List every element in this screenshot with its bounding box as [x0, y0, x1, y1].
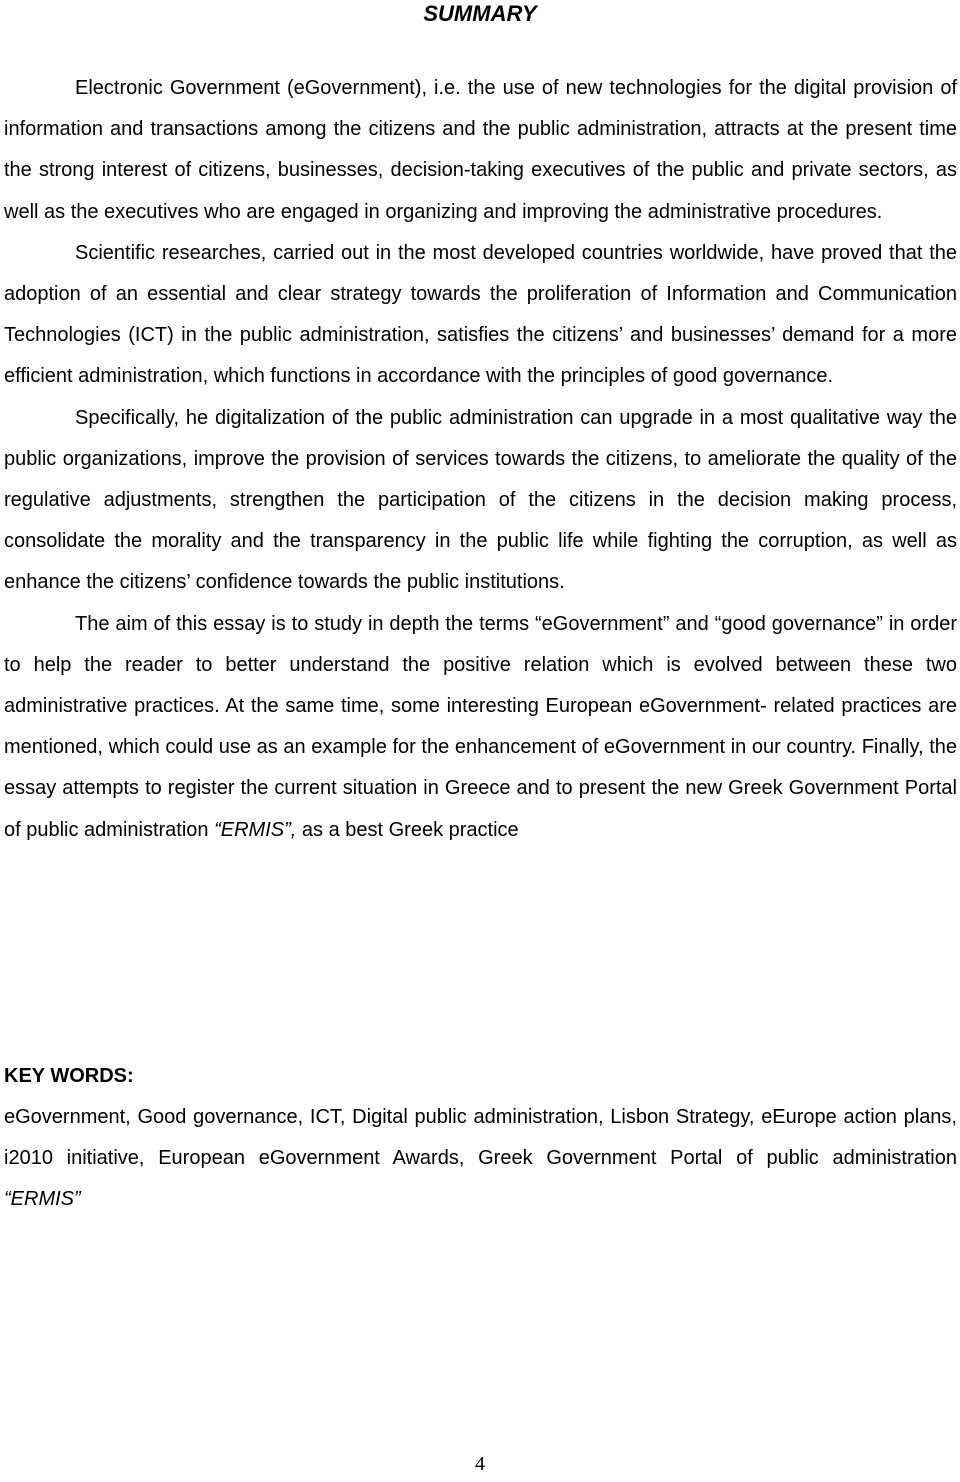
summary-body	[4, 68, 957, 851]
page-number: 4	[475, 1453, 485, 1475]
keywords-ermis-emphasis: “ERMIS”	[4, 1188, 81, 1210]
keywords-section	[4, 1056, 957, 1220]
paragraph-intro: Electronic Government (eGovernment), i.e. the use of new technologies for the digital provision of information and transactions among the citizens and the public administration, attracts at the present time the strong interest of citizens, businesses, decision-taking executives of the public and private sectors, as well as the executives who are engaged in organizing and improving the administrative procedures.	[4, 77, 957, 223]
keywords-text: eGovernment, Good governance, ICT, Digital public administration, Lisbon Strategy, eEurope action plans, i2010 initiative, European eGovernment Awards, Greek Government Portal of public administration	[4, 1106, 957, 1169]
paragraph-digitalization: Specifically, he digitalization of the public administration can upgrade in a most qualitative way the public organizations, improve the provision of services towards the citizens, to ameliorate the quality of the regulative adjustments, strengthen the participation of the citizens in the decision making process, consolidate the morality and the transparency in the public life while fighting the corruption, as well as enhance the citizens’ confidence towards the public institutions.	[4, 406, 957, 594]
paragraph-aim	[4, 604, 957, 851]
paragraph-research: Scientific researches, carried out in the most developed countries worldwide, have proved that the adoption of an essential and clear strategy towards the proliferation of Information and Communication Technologies (ICT) in the public administration, satisfies the citizens’ and businesses’ demand for a more efficient administration, which functions in accordance with the principles of good governance.	[4, 241, 957, 388]
ermis-emphasis: “ERMIS”,	[214, 818, 297, 841]
keywords-list	[4, 1097, 957, 1220]
paragraph-aim-text: The aim of this essay is to study in depth the terms “eGovernment” and “good governance” in order to help the reader to better understand the positive relation which is evolved between these two administrative practices. At the same time, some interesting European eGovernment- related practices are mentioned, which could use as an example for the enhancement of eGovernment in our country. Finally, the essay attempts to register the current situation in Greece and to present the new Greek Government Portal of public administration	[4, 612, 957, 841]
summary-title: SUMMARY	[423, 1, 537, 26]
keywords-heading: KEY WORDS:	[4, 1065, 134, 1087]
paragraph-aim-tail: as a best Greek practice	[296, 818, 519, 841]
